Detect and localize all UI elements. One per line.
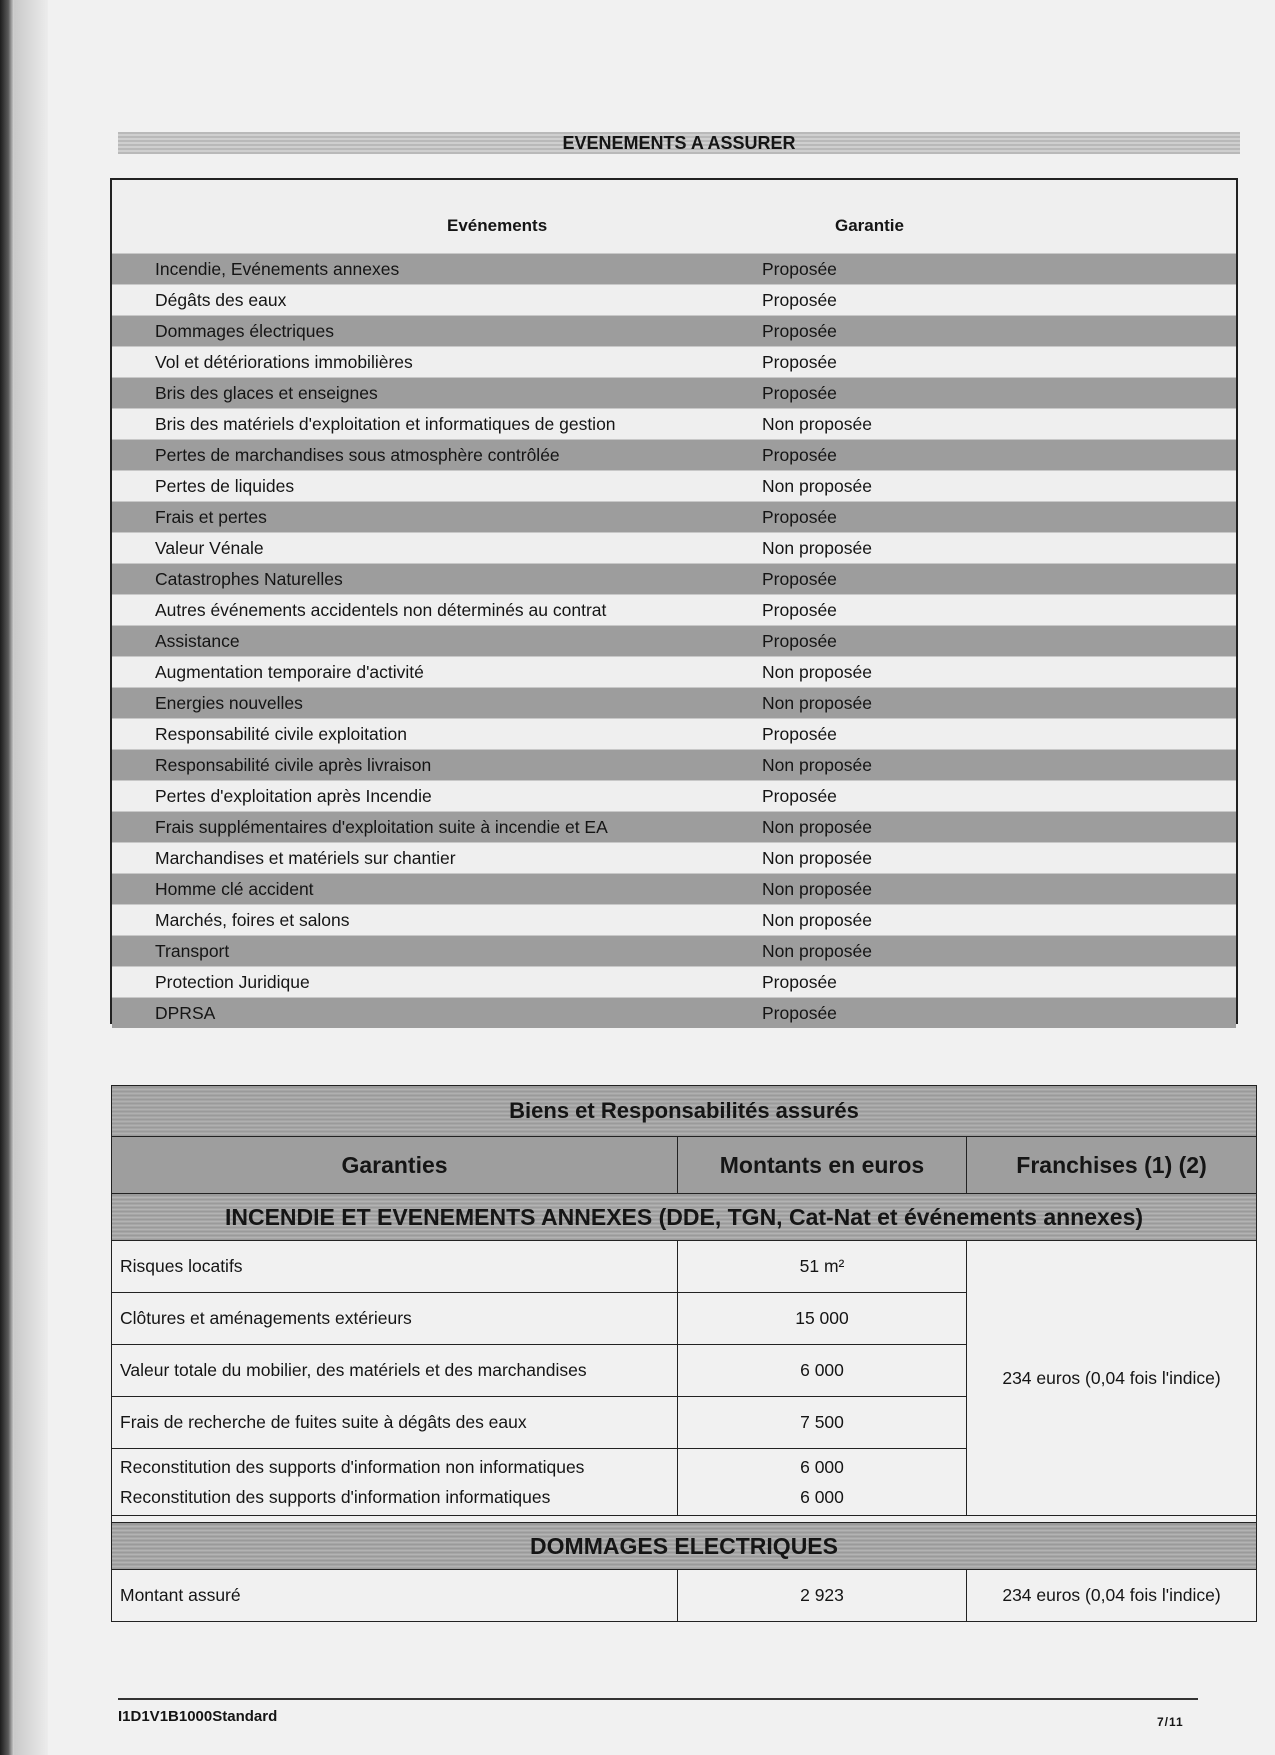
event-row (112, 470, 1236, 501)
event-row (112, 935, 1236, 966)
event-name: DPRSA (155, 1002, 216, 1023)
row-label-line: Reconstitution des supports d'information non informatiques (120, 1457, 585, 1477)
event-guarantee: Proposée (762, 1002, 837, 1023)
event-row (112, 966, 1236, 997)
table-row (112, 1570, 1257, 1622)
event-name: Assistance (155, 630, 240, 651)
event-name: Responsabilité civile exploitation (155, 723, 407, 744)
event-name: Marchandises et matériels sur chantier (155, 847, 456, 868)
event-guarantee: Non proposée (762, 816, 872, 837)
event-row (112, 439, 1236, 470)
event-name: Incendie, Evénements annexes (155, 258, 400, 279)
event-guarantee: Non proposée (762, 909, 872, 930)
row-amount-multi (678, 1449, 967, 1516)
event-row (112, 687, 1236, 718)
event-row (112, 718, 1236, 749)
event-guarantee: Proposée (762, 723, 837, 744)
event-row (112, 904, 1236, 935)
event-guarantee: Proposée (762, 971, 837, 992)
event-guarantee: Non proposée (762, 692, 872, 713)
event-row (112, 997, 1236, 1028)
row-label: Valeur totale du mobilier, des matériels et des marchandises (112, 1345, 678, 1397)
guarantees-column-header: Garanties (112, 1137, 678, 1194)
event-name: Catastrophes Naturelles (155, 568, 343, 589)
event-name: Vol et détériorations immobilières (155, 351, 413, 372)
event-row (112, 408, 1236, 439)
events-column-header: Evénements (447, 216, 548, 235)
event-row (112, 594, 1236, 625)
event-name: Energies nouvelles (155, 692, 303, 713)
row-label: Risques locatifs (112, 1241, 678, 1293)
event-row (112, 842, 1236, 873)
event-row (112, 780, 1236, 811)
event-guarantee: Proposée (762, 351, 837, 372)
event-name: Valeur Vénale (155, 537, 264, 558)
event-name: Marchés, foires et salons (155, 909, 350, 930)
guarantee-column-header: Garantie (835, 216, 904, 235)
event-name: Pertes de liquides (155, 475, 295, 496)
event-name: Frais supplémentaires d'exploitation suite à incendie et EA (155, 816, 608, 837)
row-amount: 15 000 (678, 1293, 967, 1345)
page-number: 7/11 (1157, 1715, 1184, 1729)
row-amount: 7 500 (678, 1397, 967, 1449)
event-row (112, 656, 1236, 687)
row-label-line: Reconstitution des supports d'information informatiques (120, 1487, 551, 1507)
incendie-deductible: 234 euros (0,04 fois l'indice) (967, 1241, 1257, 1516)
row-label-multi (112, 1449, 678, 1516)
event-name: Bris des glaces et enseignes (155, 382, 378, 403)
biens-responsabilites-table (111, 1085, 1257, 1622)
event-guarantee: Non proposée (762, 475, 872, 496)
footer-code: I1D1V1B1000Standard (118, 1708, 278, 1725)
footer-rule (118, 1698, 1198, 1700)
row-label: Frais de recherche de fuites suite à dégâts des eaux (112, 1397, 678, 1449)
event-row (112, 253, 1236, 284)
event-guarantee: Non proposée (762, 847, 872, 868)
event-row (112, 811, 1236, 842)
event-row (112, 346, 1236, 377)
event-guarantee: Non proposée (762, 537, 872, 558)
events-table (110, 178, 1238, 1024)
event-name: Pertes d'exploitation après Incendie (155, 785, 432, 806)
row-amount: 6 000 (678, 1345, 967, 1397)
table-row (112, 1241, 1257, 1293)
event-guarantee: Proposée (762, 444, 837, 465)
scan-left-margin (14, 0, 48, 1755)
event-name: Autres événements accidentels non déterminés au contrat (155, 599, 607, 620)
event-guarantee: Proposée (762, 568, 837, 589)
row-deductible: 234 euros (0,04 fois l'indice) (967, 1570, 1257, 1622)
event-row (112, 563, 1236, 594)
scan-left-edge (0, 0, 14, 1755)
row-amount-line: 6 000 (800, 1457, 844, 1477)
biens-table-title: Biens et Responsabilités assurés (112, 1086, 1257, 1137)
event-row (112, 377, 1236, 408)
event-guarantee: Proposée (762, 785, 837, 806)
event-name: Dégâts des eaux (155, 289, 287, 310)
event-name: Protection Juridique (155, 971, 310, 992)
row-amount: 2 923 (678, 1570, 967, 1622)
event-name: Bris des matériels d'exploitation et informatiques de gestion (155, 413, 616, 434)
event-guarantee: Proposée (762, 506, 837, 527)
event-row (112, 532, 1236, 563)
event-row (112, 315, 1236, 346)
event-name: Responsabilité civile après livraison (155, 754, 432, 775)
event-name: Frais et pertes (155, 506, 267, 527)
event-guarantee: Proposée (762, 382, 837, 403)
event-guarantee: Proposée (762, 289, 837, 310)
event-name: Dommages électriques (155, 320, 334, 341)
event-guarantee: Proposée (762, 630, 837, 651)
event-guarantee: Proposée (762, 320, 837, 341)
event-name: Transport (155, 940, 230, 961)
row-amount-line: 6 000 (800, 1487, 844, 1507)
event-row (112, 284, 1236, 315)
event-name: Pertes de marchandises sous atmosphère contrôlée (155, 444, 560, 465)
row-amount: 51 m² (678, 1241, 967, 1293)
event-guarantee: Non proposée (762, 940, 872, 961)
event-row (112, 625, 1236, 656)
event-row (112, 873, 1236, 904)
event-guarantee: Proposée (762, 599, 837, 620)
events-rows (112, 253, 1236, 1028)
event-row (112, 501, 1236, 532)
event-name: Augmentation temporaire d'activité (155, 661, 424, 682)
amounts-column-header: Montants en euros (678, 1137, 967, 1194)
row-label: Clôtures et aménagements extérieurs (112, 1293, 678, 1345)
event-guarantee: Non proposée (762, 754, 872, 775)
event-name: Homme clé accident (155, 878, 314, 899)
event-guarantee: Non proposée (762, 413, 872, 434)
event-guarantee: Non proposée (762, 661, 872, 682)
section-dommages-header: DOMMAGES ELECTRIQUES (112, 1523, 1257, 1570)
section-title: EVENEMENTS A ASSURER (118, 132, 1240, 154)
deductibles-column-header: Franchises (1) (2) (967, 1137, 1257, 1194)
table-spacer (112, 1516, 1257, 1523)
row-label: Montant assuré (112, 1570, 678, 1622)
event-guarantee: Non proposée (762, 878, 872, 899)
event-row (112, 749, 1236, 780)
event-guarantee: Proposée (762, 258, 837, 279)
section-incendie-header: INCENDIE ET EVENEMENTS ANNEXES (DDE, TGN, Cat-Nat et événements annexes) (112, 1194, 1257, 1241)
